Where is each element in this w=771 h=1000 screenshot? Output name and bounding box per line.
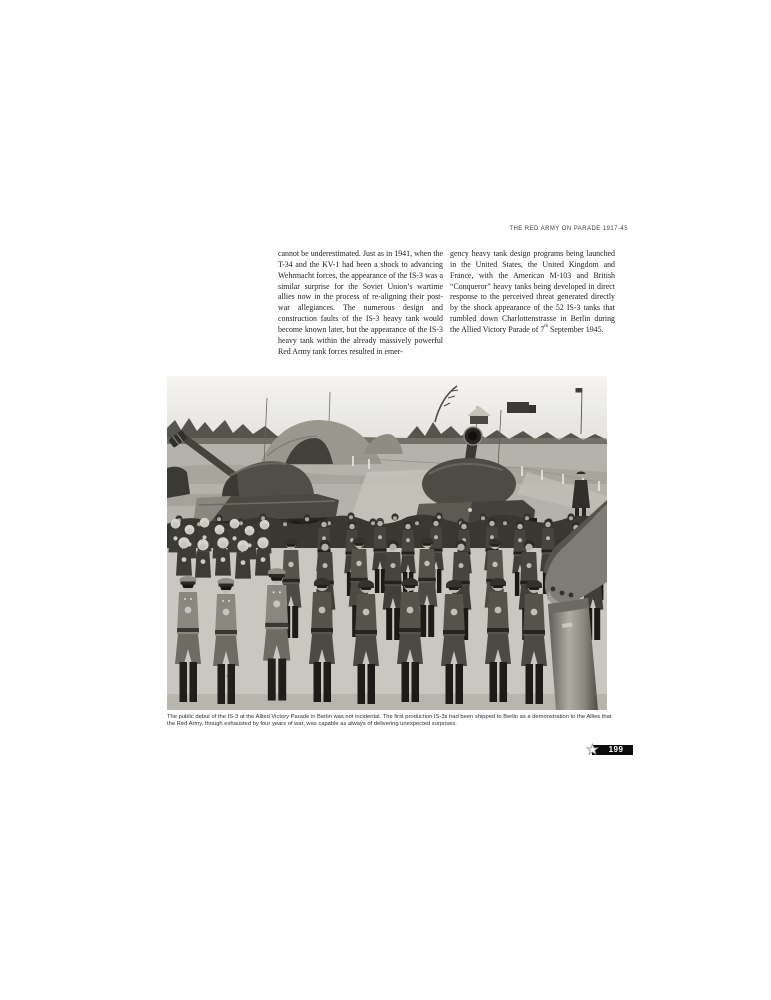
running-head: THE RED ARMY ON PARADE 1917-45 bbox=[509, 226, 628, 232]
parade-photo-illustration bbox=[167, 376, 607, 710]
parade-photo bbox=[167, 376, 607, 710]
text-run: gency heavy tank design programs being launched in the United States, the United Kingdom and France, with the American M-103 and British “Conqueror” heavy tanks being developed in direct response to the perceived threat generated directly by the shock appearance of the 52 IS-3 tanks that rumbled down Charlottenstrasse in Berlin during the Allied Victory Parade of 7 bbox=[450, 249, 615, 334]
ordinal-superscript: th bbox=[544, 323, 549, 329]
page-number: 199 bbox=[608, 745, 624, 754]
text-column-left: cannot be underestimated. Just as in 1941, when the T-34 and the KV-1 had been a shock to advancing Wehrmacht forces, the appearance of the IS-3 was a similar surprise for the Soviet Union’s wartime allies now in the process of re-aligning their post-war allegiances. The numerous design and construction faults of the IS-3 heavy tank would become known later, but the appearance of the IS-3 heavy tank within the already massively powerful Red Army tank forces resulted in emer- bbox=[278, 249, 443, 356]
photo-caption: The public debut of the IS-3 at the Allied Victory Parade in Berlin was not incidental. The first production IS-3s had been shipped to Berlin as a demonstration to the Allies that the Red Army, though exhausted by four years of war, was capable as always of delivering unexpected surprises. bbox=[167, 714, 612, 728]
text-run: September 1945. bbox=[548, 324, 604, 334]
text-column-right bbox=[450, 249, 615, 357]
body-text bbox=[278, 249, 616, 357]
page-number-badge bbox=[592, 745, 633, 755]
star-icon bbox=[586, 743, 599, 756]
photo-figure bbox=[167, 376, 612, 729]
